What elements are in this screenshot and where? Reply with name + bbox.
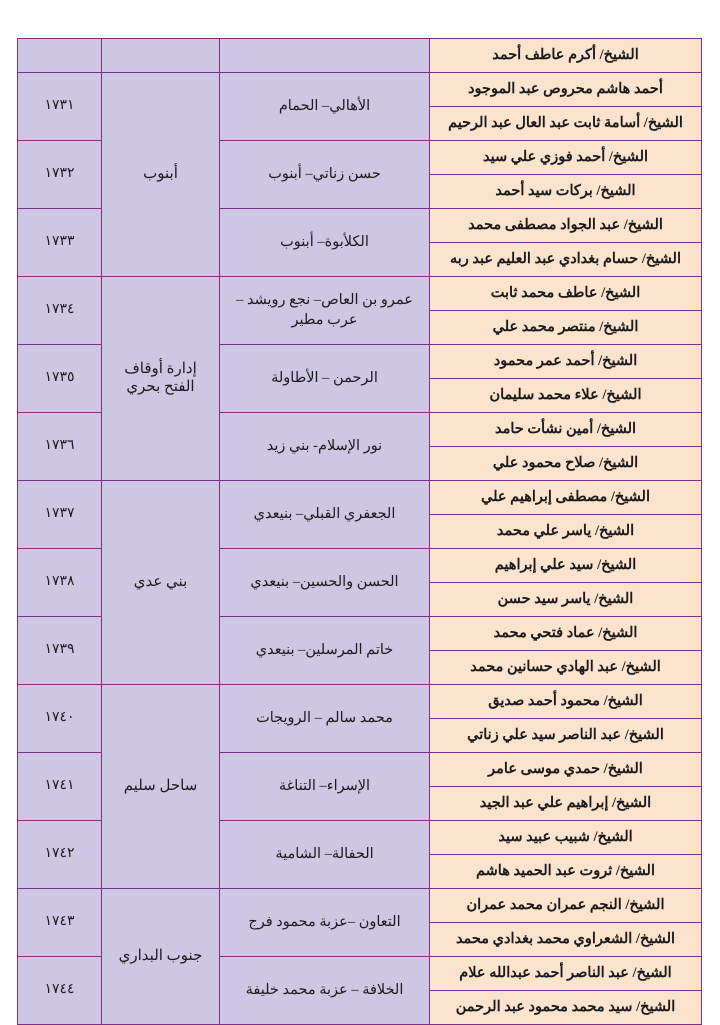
imam-name-cell: الشيخ/ عبد الهادي حسانين محمد [430, 651, 702, 685]
serial-number-cell: ١٧٣٤ [18, 277, 102, 345]
serial-number-cell: ١٧٤٠ [18, 685, 102, 753]
mosque-cell [220, 39, 430, 73]
imam-name-cell: الشيخ/ علاء محمد سليمان [430, 379, 702, 413]
mosque-cell: محمد سالم – الرويجات [220, 685, 430, 753]
mosque-cell: الكلأبوة– أبنوب [220, 209, 430, 277]
imam-name-cell: الشيخ/ إبراهيم علي عبد الجيد [430, 787, 702, 821]
serial-number-cell: ١٧٣١ [18, 73, 102, 141]
imam-name-cell: الشيخ/ سيد علي إبراهيم [430, 549, 702, 583]
serial-number-cell: ١٧٣٢ [18, 141, 102, 209]
administration-cell: بني عدي [102, 481, 220, 685]
imams-assignment-table [17, 38, 702, 1025]
table-body [18, 39, 702, 1025]
mosque-cell: الإسراء– التناغة [220, 753, 430, 821]
imam-name-cell: الشيخ/ أحمد عمر محمود [430, 345, 702, 379]
serial-number-cell: ١٧٣٨ [18, 549, 102, 617]
imam-name-cell: الشيخ/ ياسر سيد حسن [430, 583, 702, 617]
serial-number-cell [18, 39, 102, 73]
imam-name-cell: الشيخ/ عبد الناصر سيد علي زناتي [430, 719, 702, 753]
imam-name-cell: الشيخ/ ياسر علي محمد [430, 515, 702, 549]
imam-name-cell: الشيخ/ أحمد فوزي علي سيد [430, 141, 702, 175]
mosque-cell: الحفالة– الشامية [220, 821, 430, 889]
administration-cell [102, 39, 220, 73]
mosque-cell [220, 277, 430, 345]
mosque-cell: الخلافة – عزبة محمد خليفة [220, 957, 430, 1025]
imam-name-cell: الشيخ/ أمين نشأت حامد [430, 413, 702, 447]
mosque-cell: الحسن والحسين– بنيعدي [220, 549, 430, 617]
imam-name-cell: الشيخ/ منتصر محمد علي [430, 311, 702, 345]
imam-name-cell: الشيخ/ الشعراوي محمد بغدادي محمد [430, 923, 702, 957]
mosque-cell: الرحمن – الأطاولة [220, 345, 430, 413]
table-row [18, 39, 702, 73]
administration-cell: إدارة أوقاف الفتح بحري [102, 277, 220, 481]
imam-name-cell: الشيخ/ أسامة ثابت عبد العال عبد الرحيم [430, 107, 702, 141]
serial-number-cell: ١٧٤٤ [18, 957, 102, 1025]
table-row [18, 481, 702, 515]
mosque-cell: الأهالي– الحمام [220, 73, 430, 141]
table-row [18, 685, 702, 719]
imam-name-cell: الشيخ/ النجم عمران محمد عمران [430, 889, 702, 923]
imam-name-cell: أحمد هاشم محروص عبد الموجود [430, 73, 702, 107]
mosque-cell: الجعفري القبلي– بنيعدي [220, 481, 430, 549]
mosque-cell: التعاون –عزبة محمود فرج [220, 889, 430, 957]
serial-number-cell: ١٧٤١ [18, 753, 102, 821]
administration-cell: أبنوب [102, 73, 220, 277]
imam-name-cell: الشيخ/ عماد فتحي محمد [430, 617, 702, 651]
serial-number-cell: ١٧٣٥ [18, 345, 102, 413]
serial-number-cell: ١٧٤٢ [18, 821, 102, 889]
mosque-line: عرب مطير [291, 311, 358, 328]
imam-name-cell: الشيخ/ عاطف محمد ثابت [430, 277, 702, 311]
imam-name-cell: الشيخ/ سيد محمد محمود عبد الرحمن [430, 991, 702, 1025]
imam-name-cell: الشيخ/ حمدي موسى عامر [430, 753, 702, 787]
mosque-cell: حسن زناتي– أبنوب [220, 141, 430, 209]
table-row [18, 889, 702, 923]
administration-cell: جنوب البداري [102, 889, 220, 1025]
table-row [18, 277, 702, 311]
imam-name-cell: الشيخ/ محمود أحمد صديق [430, 685, 702, 719]
imam-name-cell: الشيخ/ عبد الناصر أحمد عبدالله علام [430, 957, 702, 991]
mosque-cell: نور الإسلام- بني زيد [220, 413, 430, 481]
serial-number-cell: ١٧٣٧ [18, 481, 102, 549]
mosque-cell: خاتم المرسلين– بنيعدي [220, 617, 430, 685]
imam-name-cell: الشيخ/ أكرم عاطف أحمد [430, 39, 702, 73]
administration-cell: ساحل سليم [102, 685, 220, 889]
serial-number-cell: ١٧٣٦ [18, 413, 102, 481]
imam-name-cell: الشيخ/ مصطفى إبراهيم علي [430, 481, 702, 515]
mosque-line: عمرو بن العاص– نجع رويشد – [236, 291, 413, 308]
serial-number-cell: ١٧٤٣ [18, 889, 102, 957]
imam-name-cell: الشيخ/ بركات سيد أحمد [430, 175, 702, 209]
imam-name-cell: الشيخ/ حسام بغدادي عبد العليم عبد ربه [430, 243, 702, 277]
imam-name-cell: الشيخ/ شبيب عبيد سيد [430, 821, 702, 855]
imam-name-cell: الشيخ/ ثروت عبد الحميد هاشم [430, 855, 702, 889]
serial-number-cell: ١٧٣٣ [18, 209, 102, 277]
imam-name-cell: الشيخ/ عبد الجواد مصطفى محمد [430, 209, 702, 243]
serial-number-cell: ١٧٣٩ [18, 617, 102, 685]
table-row [18, 73, 702, 107]
imam-name-cell: الشيخ/ صلاح محمود علي [430, 447, 702, 481]
